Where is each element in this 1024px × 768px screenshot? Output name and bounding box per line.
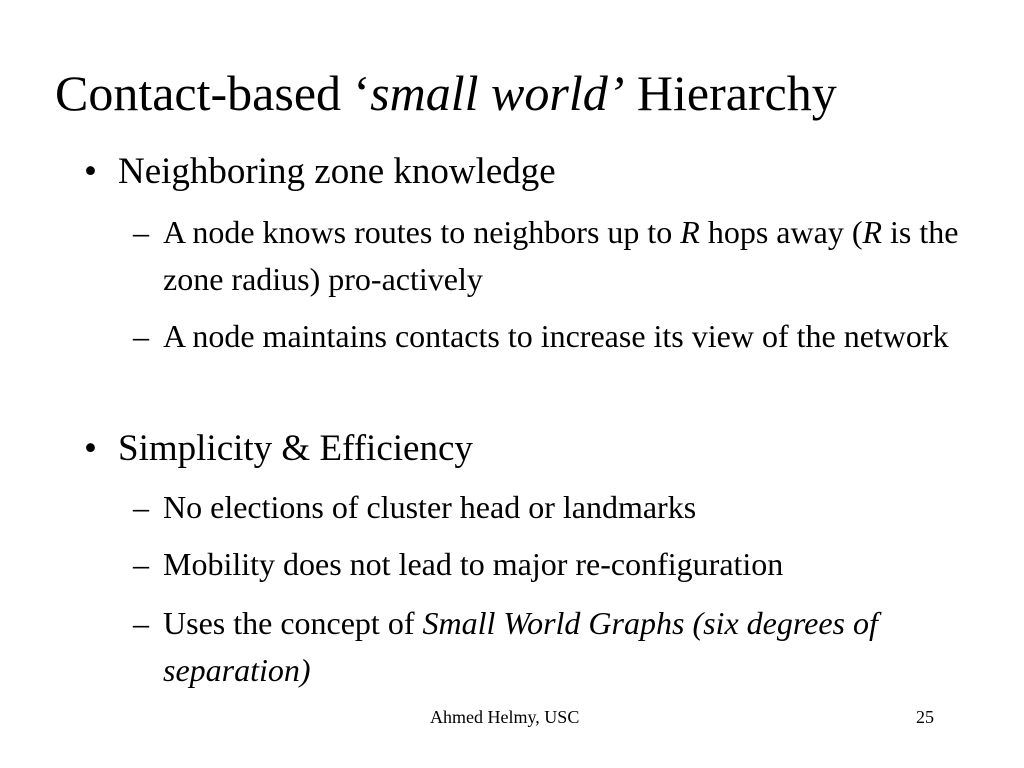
bullet-simplicity: [84, 427, 473, 471]
text-run: A node knows routes to neighbors up to: [163, 214, 681, 250]
slide-title: [55, 62, 837, 124]
footer-author: Ahmed Helmy, USC: [430, 707, 580, 727]
italic-variable: R: [680, 214, 700, 250]
title-text-end: Hierarchy: [624, 65, 837, 121]
dash-marker: –: [133, 214, 149, 250]
bullet-marker: •: [84, 428, 97, 469]
bullet-text: Neighboring zone knowledge: [118, 151, 556, 192]
bullet-text: Simplicity & Efficiency: [118, 428, 473, 469]
sub-bullet-small-world: [133, 600, 963, 694]
sub-bullet-routes: [133, 209, 963, 303]
dash-marker: –: [133, 546, 149, 582]
text-run: is the zone radius) pro-actively: [163, 214, 959, 297]
bullet-neighboring-zone: [84, 150, 556, 194]
sub-bullet-mobility: [133, 541, 963, 588]
sub-bullet-text: Mobility does not lead to major re-configuration: [163, 546, 784, 582]
sub-bullet-contacts: [133, 313, 963, 360]
title-text-italic: small world’: [370, 65, 625, 121]
title-text-start: Contact-based ‘: [55, 65, 371, 121]
sub-bullet-text: A node maintains contacts to increase its view of the network: [163, 318, 949, 354]
sub-bullet-elections: [133, 484, 963, 531]
slide-number: 25: [916, 707, 934, 727]
sub-bullet-text: [163, 600, 963, 694]
sub-bullet-text: No elections of cluster head or landmarks: [163, 489, 697, 525]
text-run: Uses the concept of: [163, 605, 423, 641]
dash-marker: –: [133, 318, 149, 354]
dash-marker: –: [133, 489, 149, 525]
text-run: hops away (: [699, 214, 863, 250]
sub-bullet-text: [163, 209, 963, 303]
bullet-marker: •: [84, 151, 97, 192]
dash-marker: –: [133, 605, 149, 641]
italic-concept: Small World Graphs (six degrees of separation): [163, 605, 878, 688]
italic-variable: R: [862, 214, 883, 250]
